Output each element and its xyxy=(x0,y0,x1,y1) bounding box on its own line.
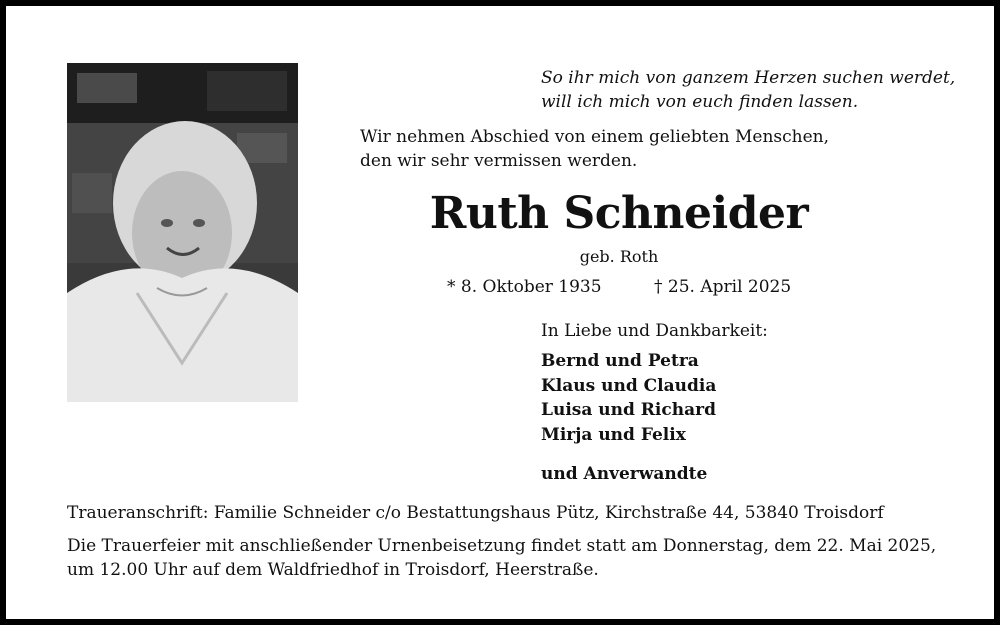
mourners-list xyxy=(541,349,716,447)
quote-line-1: So ihr mich von ganzem Herzen suchen werdet, xyxy=(541,68,956,88)
ceremony-line-2: um 12.00 Uhr auf dem Waldfriedhof in Troisdorf, Heerstraße. xyxy=(67,560,599,580)
mourner-name: Bernd und Petra xyxy=(541,351,699,371)
relatives-line: und Anverwandte xyxy=(541,464,708,484)
mourner-name: Mirja und Felix xyxy=(541,424,686,445)
bible-quote xyxy=(541,66,955,114)
deceased-name: Ruth Schneider xyxy=(429,188,809,239)
death-date: † 25. April 2025 xyxy=(654,277,792,297)
quote-line-2: will ich mich von euch finden lassen. xyxy=(541,92,859,112)
farewell-line-2: den wir sehr vermissen werden. xyxy=(360,151,638,171)
mourners-intro: In Liebe und Dankbarkeit: xyxy=(541,321,768,341)
mourning-address: Traueranschrift: Familie Schneider c/o Bestattungshaus Pütz, Kirchstraße 44, 53840 Troisdorf xyxy=(67,503,884,523)
birth-date: * 8. Oktober 1935 xyxy=(447,277,602,297)
maiden-name: geb. Roth xyxy=(579,247,659,266)
mourner-name: Luisa und Richard xyxy=(541,400,716,420)
farewell-text xyxy=(360,125,829,173)
ceremony-line-1: Die Trauerfeier mit anschließender Urnenbeisetzung findet statt am Donnerstag, dem 22. Mai 2025, xyxy=(67,536,937,556)
farewell-line-1: Wir nehmen Abschied von einem geliebten Menschen, xyxy=(360,127,830,147)
ceremony-info xyxy=(67,534,936,582)
mourner-name: Klaus und Claudia xyxy=(541,375,717,396)
